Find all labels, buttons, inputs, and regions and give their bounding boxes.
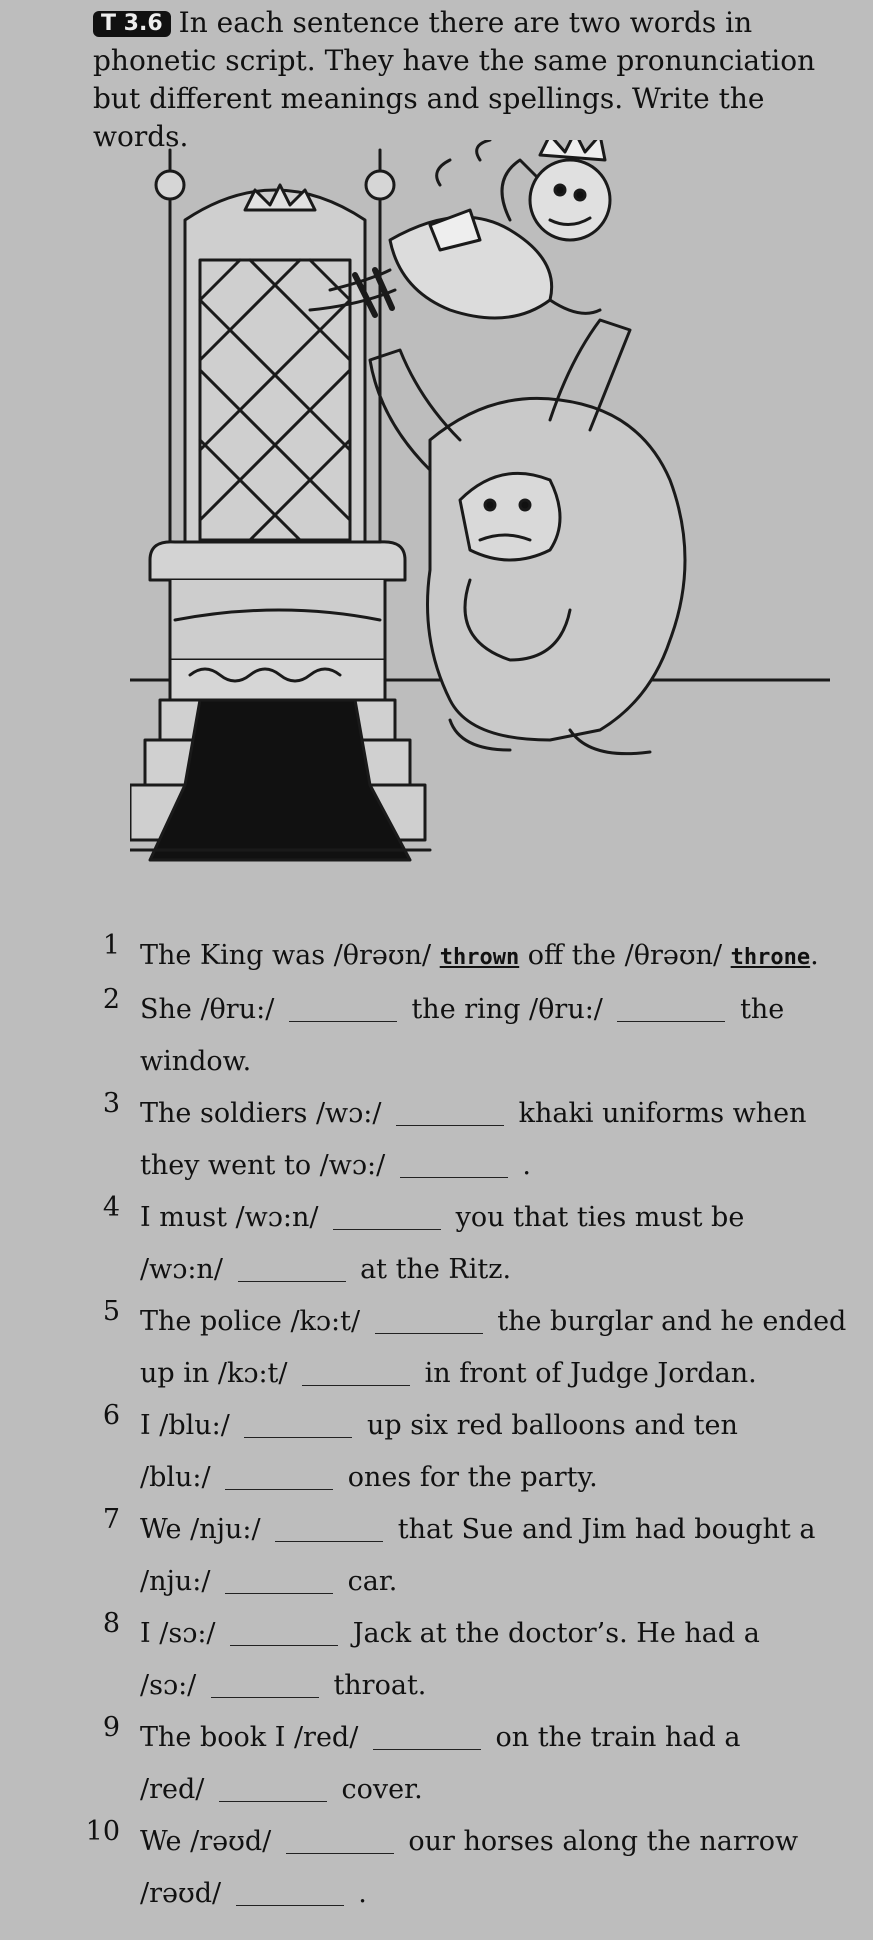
- text: .: [513, 1150, 531, 1181]
- item-line: [140, 1192, 850, 1244]
- list-item: [80, 930, 850, 984]
- text: .: [349, 1878, 367, 1909]
- text: /sɔ:/: [140, 1670, 205, 1701]
- answer-blank[interactable]: [617, 991, 725, 1022]
- text: ones for the party.: [339, 1462, 598, 1493]
- text: We /rəʊd/: [140, 1826, 280, 1857]
- text: Jack at the doctor’s. He had a: [344, 1618, 760, 1649]
- answer-blank[interactable]: [238, 1251, 346, 1282]
- list-item: [80, 1400, 850, 1504]
- text: at the Ritz.: [351, 1254, 512, 1285]
- text: off the /θrəʊn/: [519, 940, 731, 971]
- text: The King was /θrəʊn/: [140, 940, 440, 971]
- item-line: [140, 984, 850, 1036]
- answer-blank[interactable]: [211, 1667, 319, 1698]
- list-item: [80, 1296, 850, 1400]
- item-line: [140, 1088, 850, 1140]
- text: you that ties must be: [447, 1202, 745, 1233]
- answer-blank[interactable]: [219, 1771, 327, 1802]
- answer-thrown: thrown: [439, 945, 520, 970]
- exercise-list: [80, 930, 850, 1920]
- text: up in /kɔ:t/: [140, 1358, 297, 1389]
- list-item: [80, 1192, 850, 1296]
- text: The soldiers /wɔ:/: [140, 1098, 391, 1129]
- item-number: 6: [102, 1400, 120, 1431]
- text: We /nju:/: [140, 1514, 270, 1545]
- text: I /blu:/: [140, 1410, 239, 1441]
- text: The police /kɔ:t/: [140, 1306, 369, 1337]
- text: /rəʊd/: [140, 1878, 230, 1909]
- item-number: 2: [102, 984, 120, 1015]
- text: our horses along the narrow: [399, 1826, 799, 1857]
- text: the: [731, 994, 785, 1025]
- text: in front of Judge Jordan.: [416, 1358, 757, 1389]
- text: /wɔ:n/: [140, 1254, 232, 1285]
- text: that Sue and Jim had bought a: [389, 1514, 816, 1545]
- item-line: [140, 930, 850, 984]
- answer-blank[interactable]: [302, 1355, 410, 1386]
- text: .: [810, 940, 819, 971]
- item-number: 10: [85, 1816, 120, 1847]
- answer-blank[interactable]: [373, 1719, 481, 1750]
- answer-blank[interactable]: [400, 1147, 508, 1178]
- answer-blank[interactable]: [236, 1875, 344, 1906]
- text: throat.: [324, 1670, 427, 1701]
- item-line: [140, 1452, 850, 1504]
- item-number: 4: [102, 1192, 120, 1223]
- item-line: [140, 1764, 850, 1816]
- list-item: [80, 1608, 850, 1712]
- answer-blank[interactable]: [225, 1563, 333, 1594]
- item-line: [140, 1712, 850, 1764]
- text: I /sɔ:/: [140, 1618, 225, 1649]
- text: they went to /wɔ:/: [140, 1150, 394, 1181]
- text: /red/: [140, 1774, 213, 1805]
- item-line: [140, 1868, 850, 1920]
- answer-blank[interactable]: [286, 1823, 394, 1854]
- list-item: [80, 984, 850, 1088]
- item-number: 7: [102, 1504, 120, 1535]
- text: The book I /red/: [140, 1722, 367, 1753]
- item-line: [140, 1816, 850, 1868]
- text: window.: [140, 1046, 252, 1077]
- list-item: [80, 1088, 850, 1192]
- item-line: [140, 1348, 850, 1400]
- text: She /θru:/: [140, 994, 283, 1025]
- text: up six red balloons and ten: [358, 1410, 738, 1441]
- list-item: [80, 1816, 850, 1920]
- item-line: [140, 1140, 850, 1192]
- item-line: [140, 1400, 850, 1452]
- throne-gorilla-king-illustration: [130, 140, 830, 900]
- text: the ring /θru:/: [402, 994, 612, 1025]
- item-line: [140, 1036, 850, 1088]
- list-item: [80, 1504, 850, 1608]
- item-number: 5: [102, 1296, 120, 1327]
- answer-blank[interactable]: [375, 1303, 483, 1334]
- answer-blank[interactable]: [396, 1095, 504, 1126]
- answer-blank[interactable]: [333, 1199, 441, 1230]
- list-item: [80, 1712, 850, 1816]
- answer-blank[interactable]: [244, 1407, 352, 1438]
- answer-blank[interactable]: [275, 1511, 383, 1542]
- item-number: 8: [102, 1608, 120, 1639]
- text: /blu:/: [140, 1462, 220, 1493]
- text: /nju:/: [140, 1566, 220, 1597]
- answer-blank[interactable]: [225, 1459, 333, 1490]
- item-line: [140, 1608, 850, 1660]
- text: cover.: [332, 1774, 423, 1805]
- item-line: [140, 1244, 850, 1296]
- text: I must /wɔ:n/: [140, 1202, 328, 1233]
- answer-blank[interactable]: [289, 991, 397, 1022]
- item-number: 3: [102, 1088, 120, 1119]
- item-line: [140, 1556, 850, 1608]
- text: the burglar and he ended: [488, 1306, 847, 1337]
- item-number: 9: [102, 1712, 120, 1743]
- text: khaki uniforms when: [510, 1098, 807, 1129]
- item-number: 1: [102, 930, 120, 961]
- exercise-badge: T 3.6: [93, 11, 171, 37]
- item-line: [140, 1296, 850, 1348]
- answer-throne: throne: [730, 945, 811, 970]
- instructions-text: In each sentence there are two words in phonetic script. They have the same pronunciation but different meanings and spellings. Write the words.: [93, 6, 816, 153]
- instructions: [93, 4, 853, 156]
- text: on the train had a: [486, 1722, 741, 1753]
- item-line: [140, 1504, 850, 1556]
- item-line: [140, 1660, 850, 1712]
- text: car.: [339, 1566, 398, 1597]
- answer-blank[interactable]: [230, 1615, 338, 1646]
